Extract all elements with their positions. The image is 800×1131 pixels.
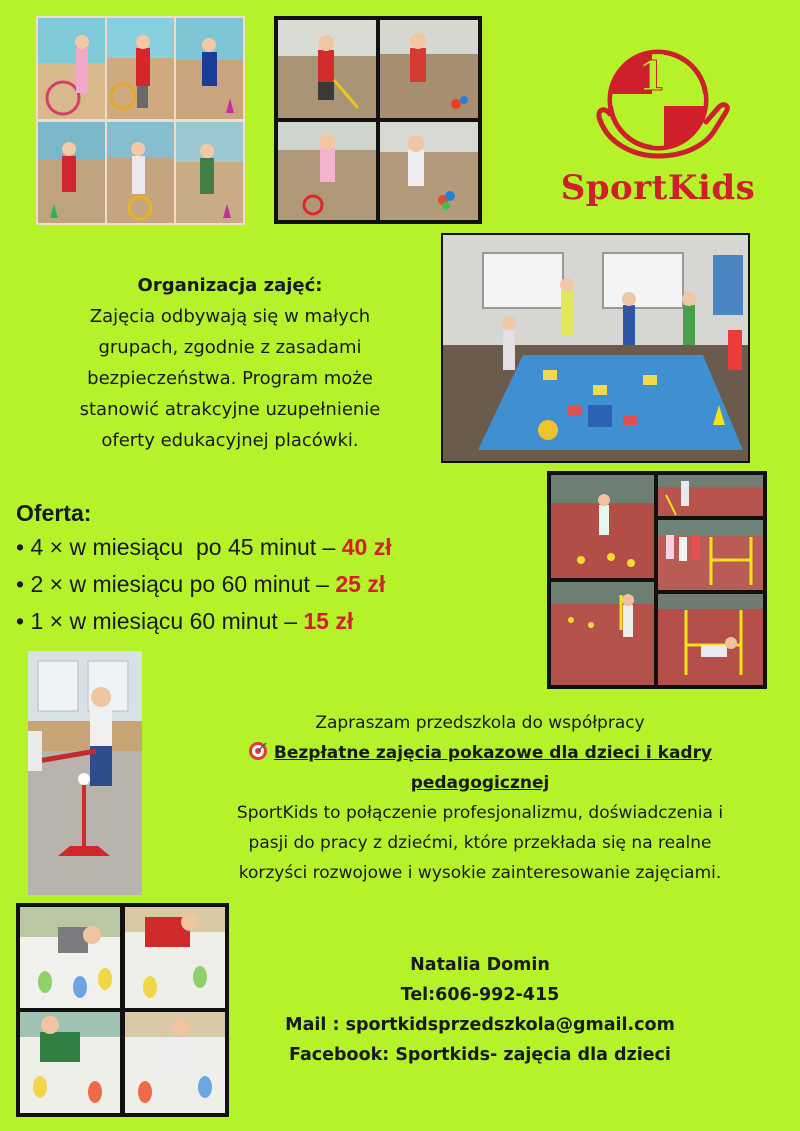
organization-line: grupach, zgodnie z zasadami	[98, 337, 362, 358]
photo-playroom	[441, 233, 750, 463]
photo-batting-tee	[28, 651, 142, 895]
organization-line: Zajęcia odbywają się w małych	[89, 306, 371, 327]
contact-name: Natalia Domin	[410, 955, 550, 975]
ball-in-hand-icon	[548, 48, 768, 168]
contact-section	[240, 950, 720, 1070]
organization-line: stanowić atrakcyjne uzupełnienie	[79, 399, 381, 420]
offer-item-price: 25 zł	[335, 571, 386, 597]
offer-item-text: • 2 × w miesiącu po 60 minut –	[16, 571, 336, 597]
svg-text:1: 1	[638, 53, 666, 100]
offer-item	[16, 529, 556, 566]
photo-collage-court	[547, 471, 767, 689]
organization-heading: Organizacja zajęć:	[137, 275, 323, 296]
contact-phone[interactable]: Tel:606-992-415	[400, 985, 560, 1005]
invitation-body-line: SportKids to połączenie profesjonalizmu, doświadczenia i	[236, 803, 724, 823]
free-classes-text: Bezpłatne zajęcia pokazowe dla dzieci i kadry	[273, 743, 713, 763]
contact-email[interactable]: Mail : sportkidsprzedszkola@gmail.com	[285, 1015, 675, 1035]
sportkids-logo	[548, 48, 768, 218]
photo-collage-hoops	[36, 16, 245, 225]
target-icon	[248, 741, 268, 761]
invitation-body-line: pasji do pracy z dziećmi, które przekłada się na realne	[248, 833, 712, 853]
offer-item-text: • 4 × w miesiącu po 45 minut –	[16, 534, 342, 560]
free-classes-line-2: pedagogicznej	[410, 773, 550, 793]
invitation-body-line: korzyści rozwojowe i wysokie zainteresowanie zajęciami.	[238, 863, 722, 883]
brand-name: SportKids	[560, 168, 756, 208]
organization-section	[30, 270, 430, 456]
offer-item-text: • 1 × w miesiącu 60 minut –	[16, 608, 304, 634]
invitation-line: Zapraszam przedszkola do współpracy	[315, 713, 645, 733]
offer-item-price: 15 zł	[303, 608, 354, 634]
photo-collage-footprints	[16, 903, 229, 1117]
free-classes-line	[170, 738, 790, 768]
offer-item-price: 40 zł	[341, 534, 392, 560]
offer-item	[16, 566, 556, 603]
organization-line: oferty edukacyjnej placówki.	[101, 430, 359, 451]
invitation-section	[170, 708, 790, 888]
organization-line: bezpieczeństwa. Program może	[87, 368, 373, 389]
offer-title: Oferta:	[16, 500, 92, 526]
photo-collage-hockey	[274, 16, 482, 224]
contact-facebook[interactable]: Facebook: Sportkids- zajęcia dla dzieci	[289, 1045, 671, 1065]
offer-item	[16, 603, 556, 640]
offer-section	[16, 500, 556, 640]
